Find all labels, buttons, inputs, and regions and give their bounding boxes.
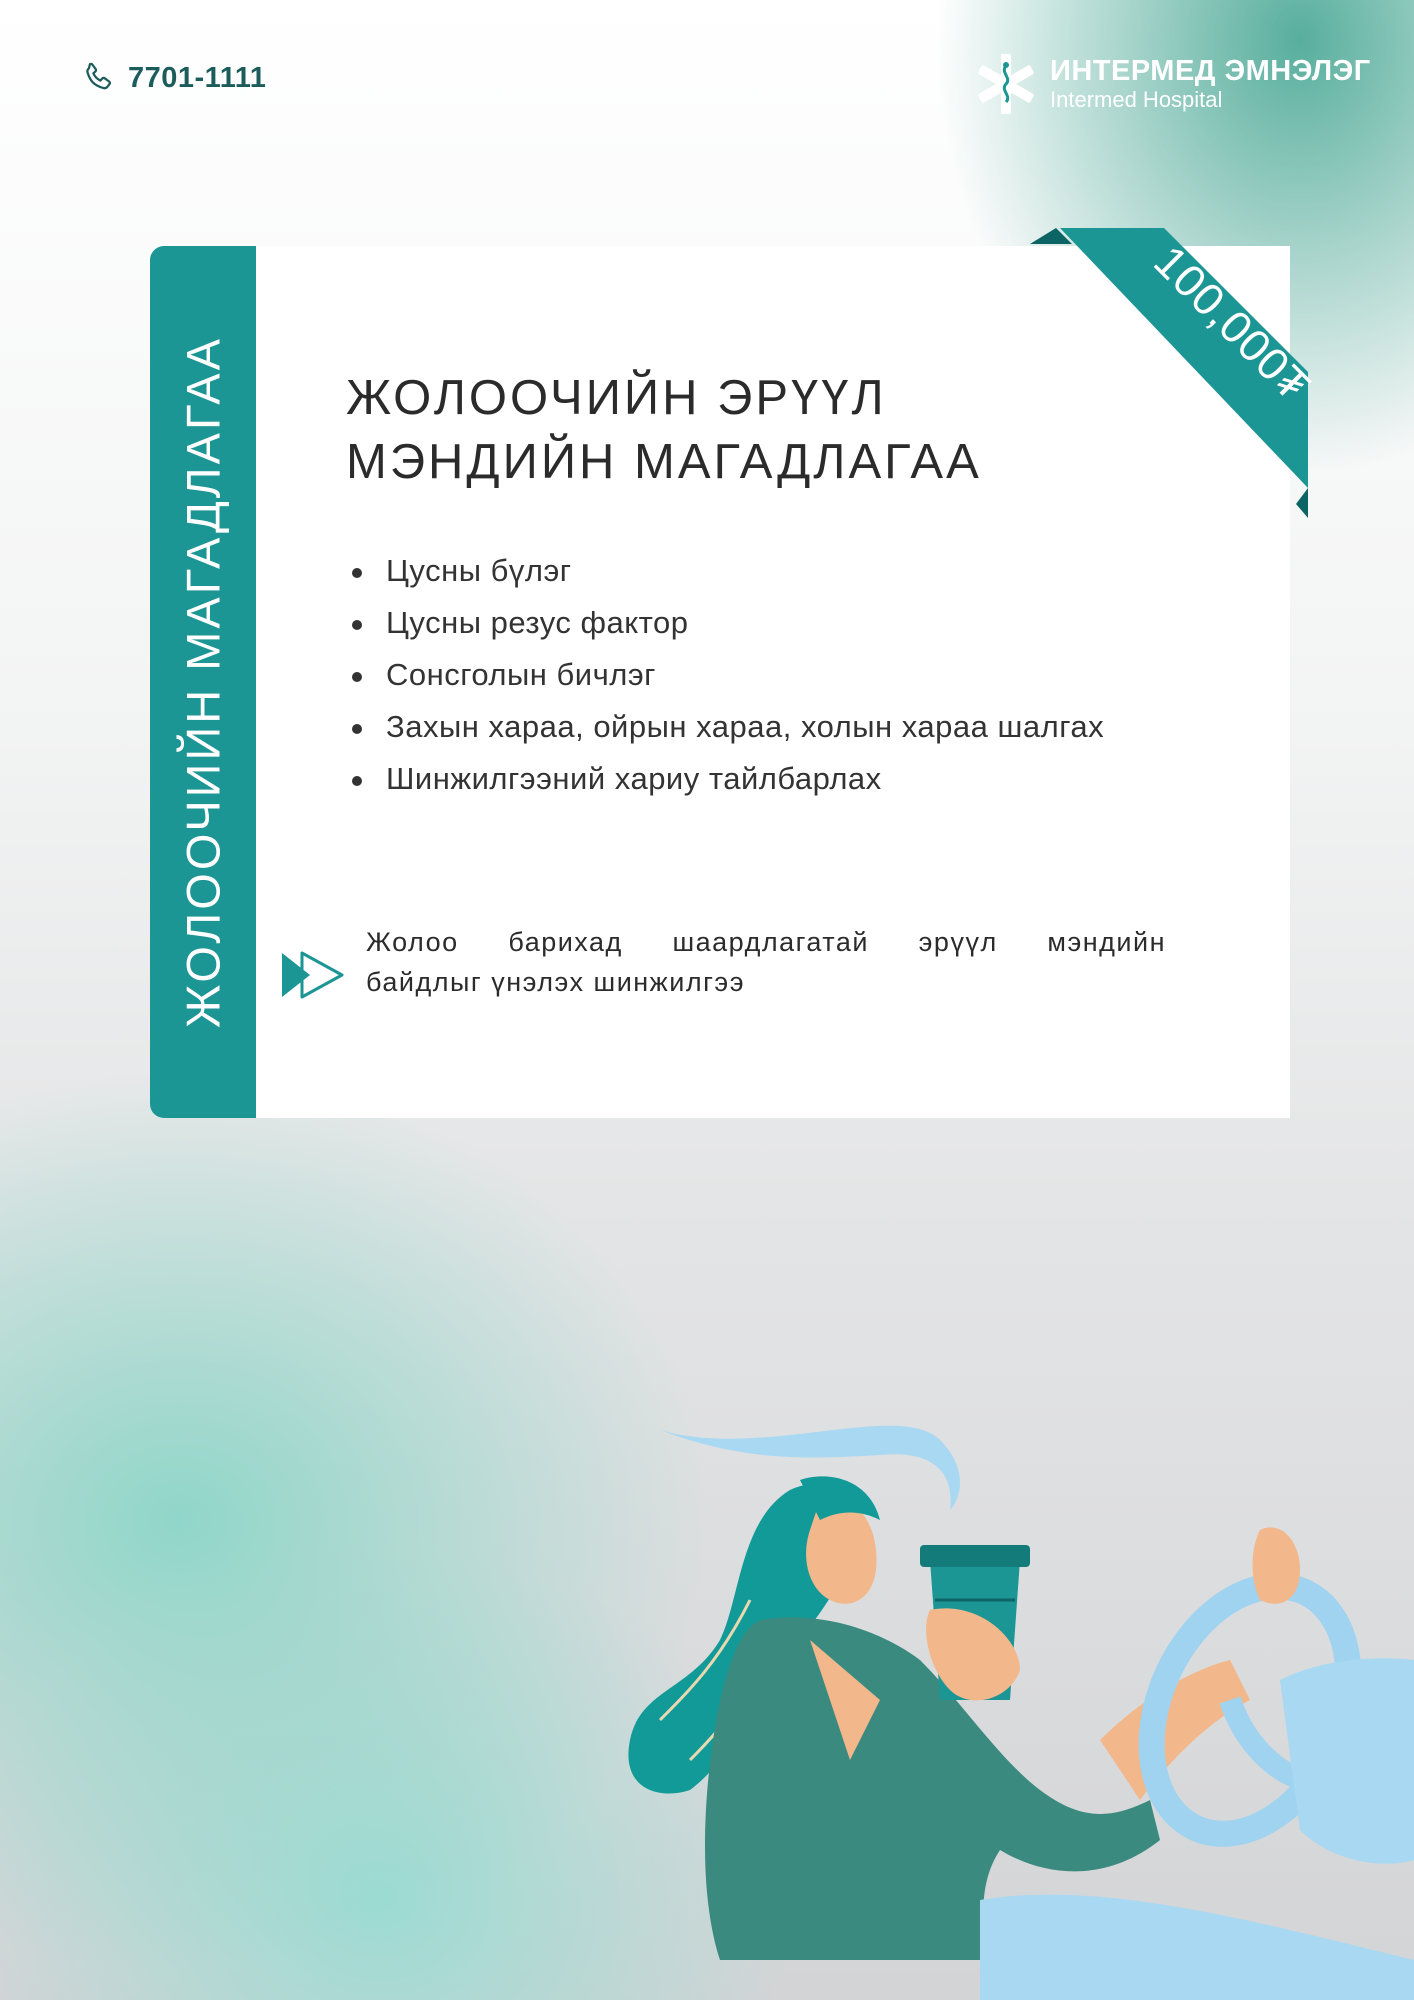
list-item: Шинжилгээний хариу тайлбарлах — [346, 761, 1104, 813]
card-title — [346, 366, 982, 494]
note-line2: байдлыг үнэлэх шинжилгээ — [366, 967, 745, 997]
logo-subtitle: Intermed Hospital — [1050, 87, 1223, 112]
side-tab — [150, 246, 256, 1118]
list-item: Захын хараа, ойрын хараа, холын хараа шалгах — [346, 709, 1104, 761]
price-label: 100,000₮ — [1144, 235, 1321, 412]
card-title-line1: ЖОЛООЧИЙН ЭРҮҮЛ — [346, 371, 887, 425]
logo-title: ИНТЕРМЕД ЭМНЭЛЭГ — [1050, 55, 1371, 87]
exam-items-list — [346, 553, 1104, 813]
side-tab-label: ЖОЛООЧИЙН МАГАДЛАГАА — [176, 336, 230, 1028]
medical-star-icon — [974, 52, 1038, 116]
card-title-line2: МЭНДИЙН МАГАДЛАГАА — [346, 435, 982, 489]
card-note — [366, 922, 1166, 1002]
phone-number: 7701-1111 — [128, 61, 267, 94]
hospital-logo — [974, 52, 1371, 116]
list-item: Цусны резус фактор — [346, 605, 1104, 657]
phone-icon — [80, 60, 116, 96]
list-item: Сонсголын бичлэг — [346, 657, 1104, 709]
note-line1: Жолоо барихад шаардлагатай эрүүл мэндийн — [366, 927, 1166, 957]
phone-contact[interactable] — [80, 60, 266, 96]
double-arrow-icon — [280, 949, 346, 1001]
list-item: Цусны бүлэг — [346, 553, 1104, 605]
